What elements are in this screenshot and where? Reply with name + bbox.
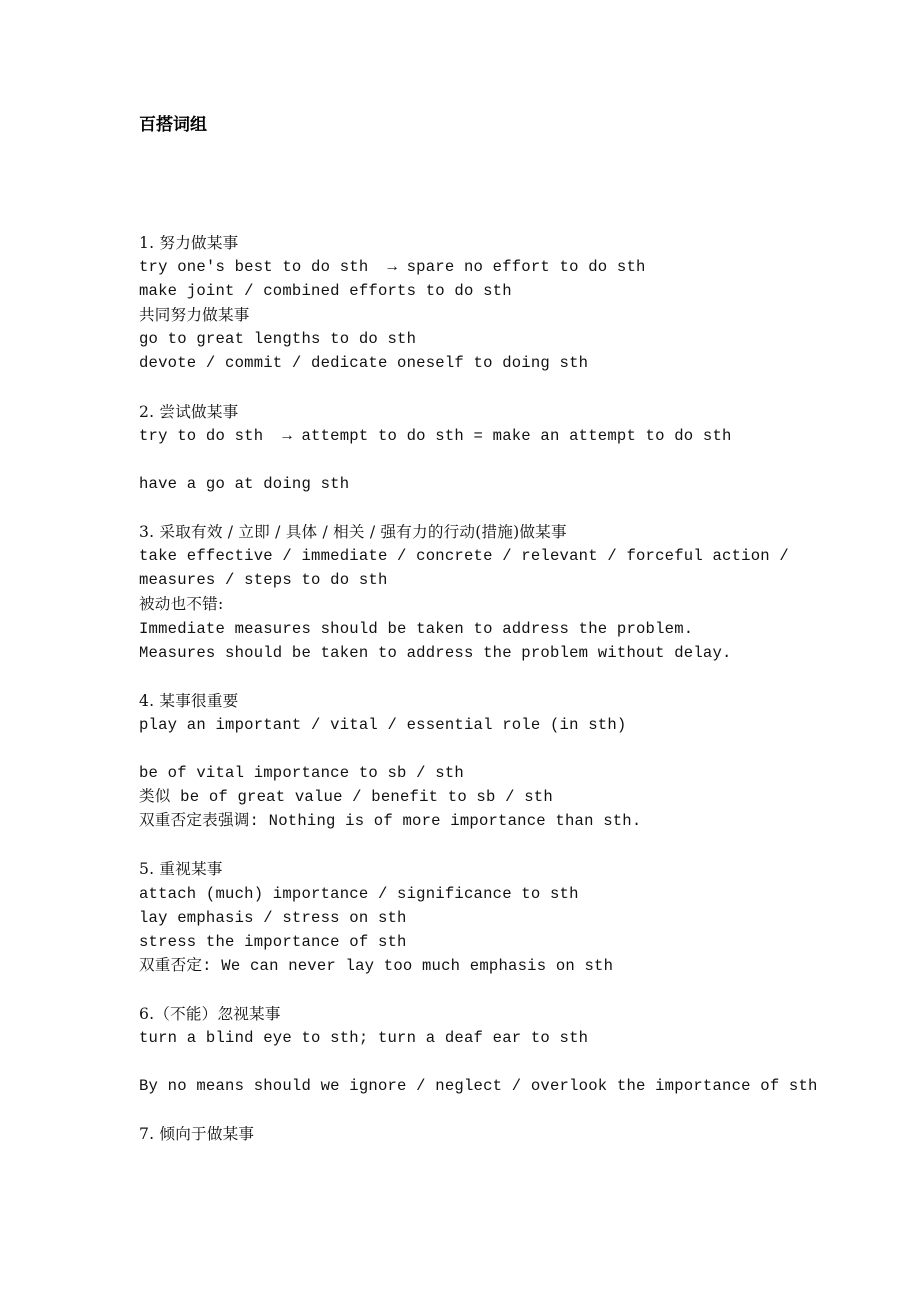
phrase-line: try to do sth → attempt to do sth = make an attempt to do sth <box>139 426 732 445</box>
section-heading: 2. 尝试做某事 <box>139 402 239 421</box>
spacer <box>139 1050 839 1074</box>
phrase-line: By no means should we ignore / neglect / overlook the importance of sth <box>139 1077 818 1096</box>
spacer <box>139 1098 839 1122</box>
phrase-line: have a go at doing sth <box>139 474 350 493</box>
phrase-line: Immediate measures should be taken to address the problem. <box>139 619 694 638</box>
document-title: 百搭词组 <box>139 115 207 135</box>
section-heading: 4. 某事很重要 <box>139 691 239 710</box>
phrase-line: turn a blind eye to sth; turn a deaf ear to sth <box>139 1029 589 1048</box>
phrase-line: 双重否定: We can never lay too much emphasis on sth <box>139 956 614 975</box>
phrase-line: take effective / immediate / concrete / relevant / forceful action / <box>139 547 789 566</box>
phrase-line: Measures should be taken to address the problem without delay. <box>139 643 732 662</box>
spacer <box>139 665 839 689</box>
document-body <box>139 231 839 1147</box>
spacer <box>139 978 839 1002</box>
phrase-line: 被动也不错: <box>139 595 224 614</box>
spacer <box>139 376 839 400</box>
phrase-line: go to great lengths to do sth <box>139 330 417 349</box>
phrase-line: 双重否定表强调: Nothing is of more importance than sth. <box>139 812 642 831</box>
phrase-line: try one's best to do sth → spare no effort to do sth <box>139 258 646 277</box>
phrase-line: stress the importance of sth <box>139 932 407 951</box>
phrase-line: make joint / combined efforts to do sth <box>139 282 512 301</box>
phrase-line: be of vital importance to sb / sth <box>139 764 464 783</box>
section-heading: 5. 重视某事 <box>139 860 223 879</box>
section-heading: 7. 倾向于做某事 <box>139 1125 255 1144</box>
phrase-line: play an important / vital / essential role (in sth) <box>139 715 627 734</box>
phrase-line: 类似 be of great value / benefit to sb / sth <box>139 788 553 807</box>
phrase-line: attach (much) importance / significance to sth <box>139 884 579 903</box>
phrase-line: measures / steps to do sth <box>139 571 388 590</box>
spacer <box>139 496 839 520</box>
phrase-line: devote / commit / dedicate oneself to doing sth <box>139 354 589 373</box>
section-heading: 6.（不能）忽视某事 <box>139 1005 281 1023</box>
phrase-line: lay emphasis / stress on sth <box>139 908 407 927</box>
section-heading: 1. 努力做某事 <box>139 234 239 252</box>
section-heading: 3. 采取有效 / 立即 / 具体 / 相关 / 强有力的行动(措施)做某事 <box>139 523 567 542</box>
spacer <box>139 737 839 761</box>
spacer <box>139 448 839 472</box>
spacer <box>139 833 839 857</box>
phrase-line: 共同努力做某事 <box>139 306 250 325</box>
